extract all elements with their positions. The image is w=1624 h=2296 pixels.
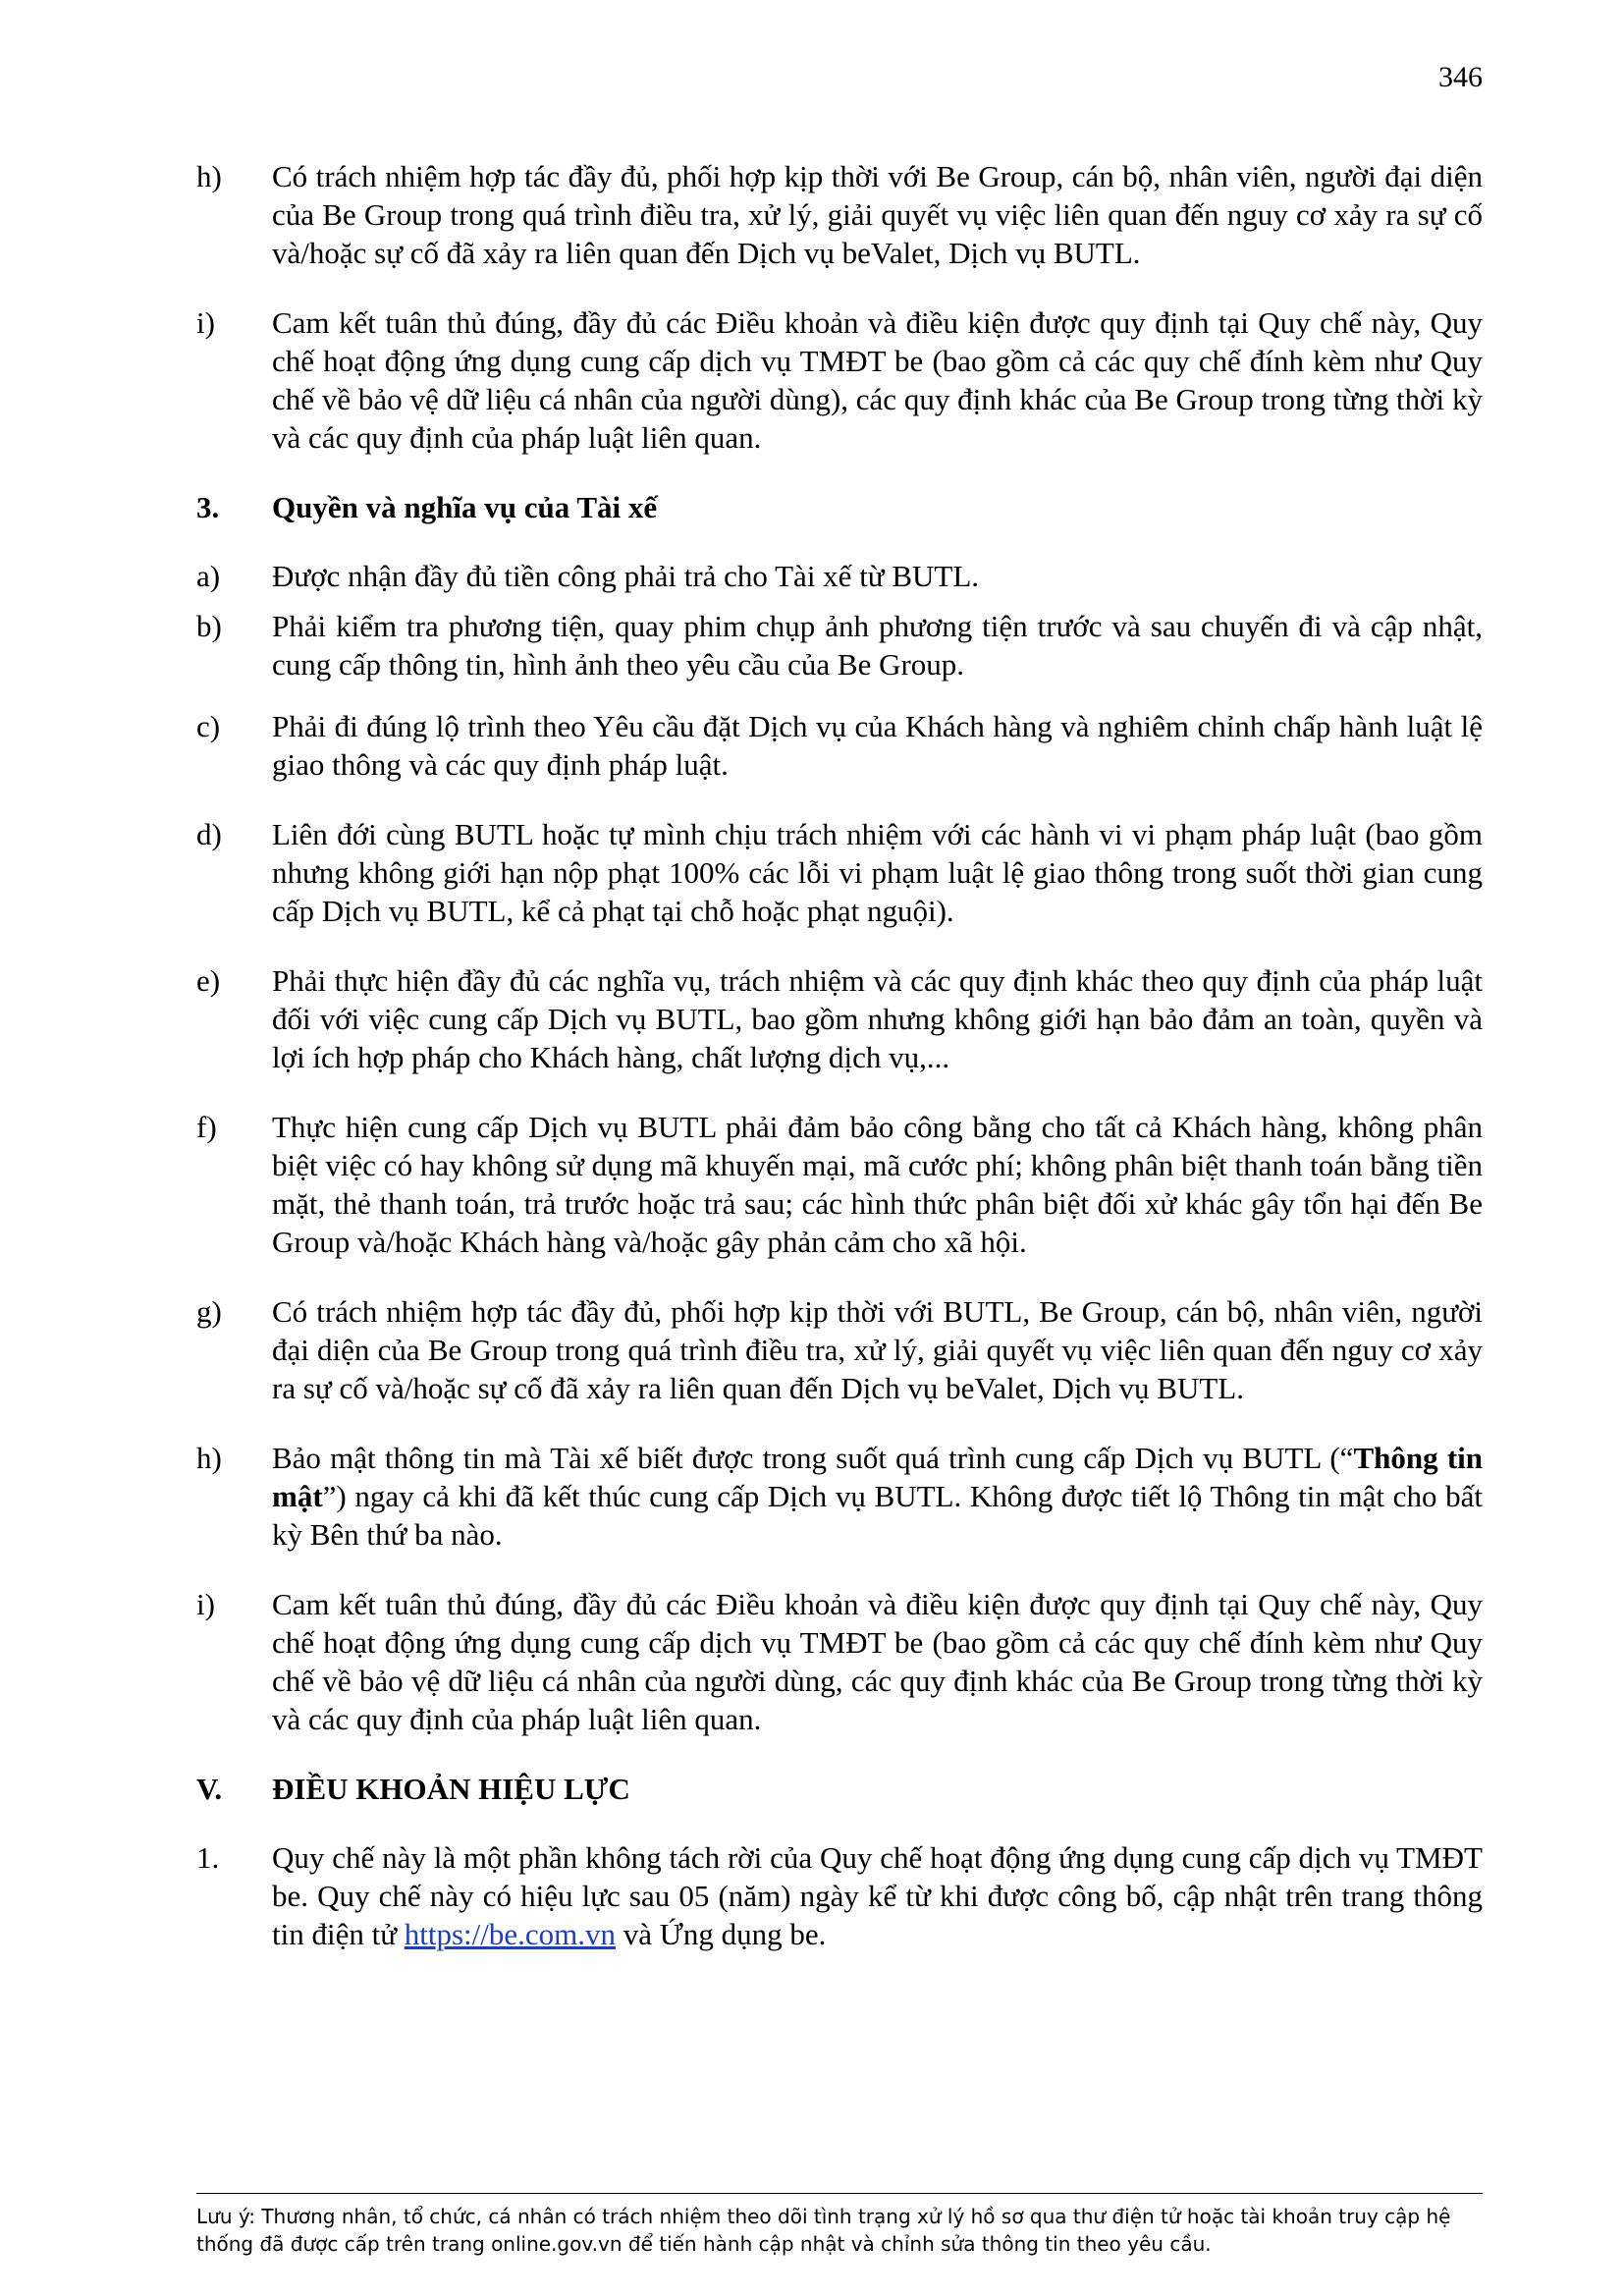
clause-text: Phải đi đúng lộ trình theo Yêu cầu đặt Dịch vụ của Khách hàng và nghiêm chỉnh chấp hành luật lệ giao thông và các quy định pháp luật.	[272, 709, 1483, 782]
confidential-info-term: Thông tin mật	[272, 1441, 1483, 1513]
clause-text: Cam kết tuân thủ đúng, đầy đủ các Điều khoản và điều kiện được quy định tại Quy chế này, Quy chế hoạt động ứng dụng cung cấp dịch vụ TMĐT be (bao gồm cả các quy chế đính kèm như Quy chế về bảo vệ dữ liệu cá nhân của người dùng), các quy định khác của Be Group trong từng thời kỳ và các quy định của pháp luật liên quan.	[272, 305, 1483, 455]
clause-marker: i)	[196, 1587, 215, 1621]
clause-i-prev	[196, 303, 1483, 457]
footer-divider	[196, 2193, 1483, 2194]
clause-text: Phải kiểm tra phương tiện, quay phim chụp ảnh phương tiện trước và sau chuyến đi và cập nhật, cung cấp thông tin, hình ảnh theo yêu cầu của Be Group.	[272, 609, 1483, 682]
clause-text-cont: ”) ngay cả khi đã kết thúc cung cấp Dịch vụ BUTL. Không được tiết lộ Thông tin mật cho bất kỳ Bên thứ ba nào.	[272, 1479, 1483, 1552]
clause-marker: f)	[196, 1110, 217, 1144]
section-title: Quyền và nghĩa vụ của Tài xế	[272, 490, 658, 524]
clause-marker: c)	[196, 709, 221, 743]
driver-clause-g	[196, 1292, 1483, 1407]
document-body	[196, 157, 1483, 1953]
clause-text: Được nhận đầy đủ tiền công phải trả cho Tài xế từ BUTL.	[272, 559, 980, 593]
driver-clause-b	[196, 607, 1483, 683]
clause-text: Có trách nhiệm hợp tác đầy đủ, phối hợp kịp thời với Be Group, cán bộ, nhân viên, người đại diện của Be Group trong quá trình điều tra, xử lý, giải quyết vụ việc liên quan đến nguy cơ xảy ra sự cố và/hoặc sự cố đã xảy ra liên quan đến Dịch vụ beValet, Dịch vụ BUTL.	[272, 159, 1483, 270]
clause-text: Thực hiện cung cấp Dịch vụ BUTL phải đảm bảo công bằng cho tất cả Khách hàng, không phân biệt việc có hay không sử dụng mã khuyến mại, mã cước phí; không phân biệt thanh toán bằng tiền mặt, thẻ thanh toán, trả trước hoặc trả sau; các hình thức phân biệt đối xử khác gây tổn hại đến Be Group và/hoặc Khách hàng và/hoặc gây phản cảm cho xã hội.	[272, 1110, 1483, 1259]
driver-clause-i	[196, 1585, 1483, 1738]
effect-clause-1	[196, 1838, 1483, 1953]
section-3-heading	[196, 488, 1483, 526]
driver-clause-c	[196, 707, 1483, 784]
clause-marker: h)	[196, 1441, 222, 1475]
clause-text: Bảo mật thông tin mà Tài xế biết được trong suốt quá trình cung cấp Dịch vụ BUTL (“	[272, 1441, 1354, 1475]
clause-h-prev	[196, 157, 1483, 272]
section-title: ĐIỀU KHOẢN HIỆU LỰC	[272, 1772, 630, 1806]
clause-marker: h)	[196, 159, 222, 193]
clause-marker: d)	[196, 817, 222, 851]
be-website-link[interactable]: https://be.com.vn	[404, 1917, 617, 1951]
clause-text: Có trách nhiệm hợp tác đầy đủ, phối hợp kịp thời với BUTL, Be Group, cán bộ, nhân viên, người đại diện của Be Group trong quá trình điều tra, xử lý, giải quyết vụ việc liên quan đến nguy cơ xảy ra sự cố và/hoặc sự cố đã xảy ra liên quan đến Dịch vụ beValet, Dịch vụ BUTL.	[272, 1294, 1483, 1405]
clause-text: Phải thực hiện đầy đủ các nghĩa vụ, trách nhiệm và các quy định khác theo quy định của pháp luật đối với việc cung cấp Dịch vụ BUTL, bao gồm nhưng không giới hạn bảo đảm an toàn, quyền và lợi ích hợp pháp cho Khách hàng, chất lượng dịch vụ,...	[272, 963, 1483, 1074]
clause-marker: a)	[196, 559, 221, 593]
footer-note: Lưu ý: Thương nhân, tổ chức, cá nhân có trách nhiệm theo dõi tình trạng xử lý hồ sơ qua thư điện tử hoặc tài khoản truy cập hệ thống đã được cấp trên trang online.gov.vn để tiến hành cập nhật và chỉnh sửa thông tin theo yêu cầu.	[196, 2205, 1451, 2256]
clause-text: Liên đới cùng BUTL hoặc tự mình chịu trách nhiệm với các hành vi vi phạm pháp luật (bao gồm nhưng không giới hạn nộp phạt 100% các lỗi vi phạm luật lệ giao thông trong suốt thời gian cung cấp Dịch vụ BUTL, kể cả phạt tại chỗ hoặc phạt nguội).	[272, 817, 1483, 928]
clause-text-cont: và Ứng dụng be.	[616, 1917, 827, 1951]
section-v-heading	[196, 1770, 1483, 1808]
driver-clause-a	[196, 557, 1483, 595]
driver-clause-e	[196, 961, 1483, 1076]
clause-marker: b)	[196, 609, 222, 643]
clause-marker: 1.	[196, 1840, 220, 1875]
clause-marker: g)	[196, 1294, 222, 1329]
driver-clause-d	[196, 815, 1483, 930]
clause-marker: e)	[196, 963, 221, 998]
clause-marker: i)	[196, 305, 215, 340]
section-number: V.	[196, 1772, 223, 1806]
driver-clause-h	[196, 1439, 1483, 1554]
clause-text: Quy chế này là một phần không tách rời của Quy chế hoạt động ứng dụng cung cấp dịch vụ TMĐT be. Quy chế này có hiệu lực sau 05 (năm) ngày kể từ khi được công bố, cập nhật trên trang thông tin điện tử	[272, 1840, 1483, 1951]
section-number: 3.	[196, 490, 220, 524]
clause-text: Cam kết tuân thủ đúng, đầy đủ các Điều khoản và điều kiện được quy định tại Quy chế này, Quy chế hoạt động ứng dụng cung cấp dịch vụ TMĐT be (bao gồm cả các quy chế đính kèm như Quy chế về bảo vệ dữ liệu cá nhân của người dùng, các quy định khác của Be Group trong từng thời kỳ và các quy định của pháp luật liên quan.	[272, 1587, 1483, 1736]
page-number: 346	[1438, 61, 1483, 93]
driver-clause-f	[196, 1108, 1483, 1261]
